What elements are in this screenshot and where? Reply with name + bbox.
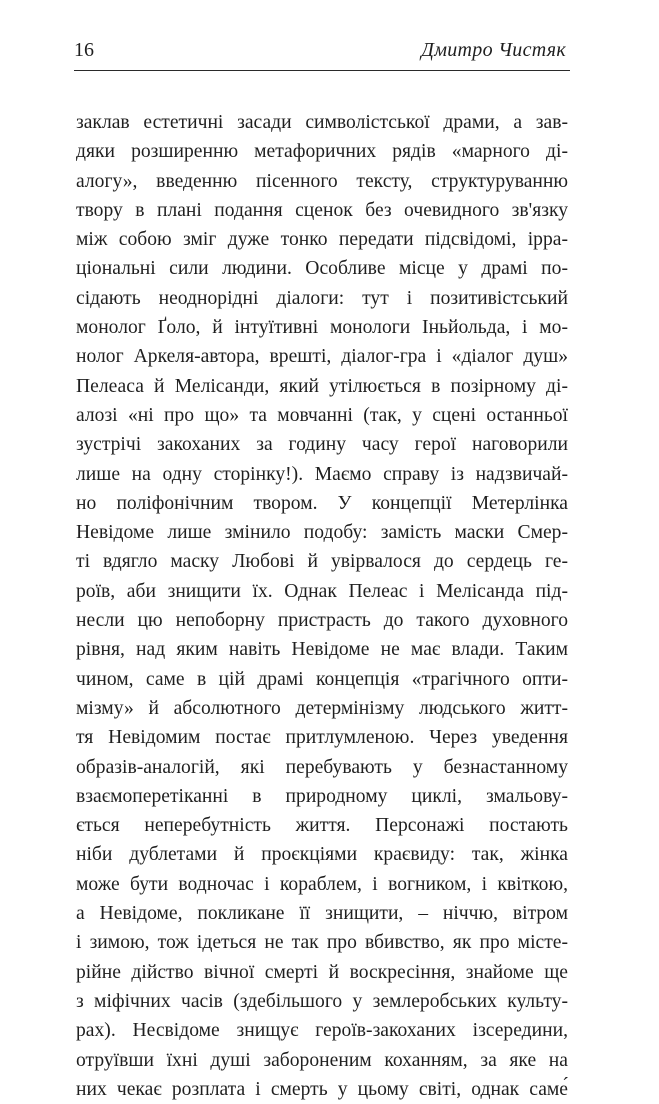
text-line: чином, саме в цій драмі концепція «трагічного опти- [76,668,568,690]
text-line: ціональні сили людини. Особливе місце у драмі по- [76,258,568,280]
text-line: ється неперебутність життя. Персонажі постають [76,815,568,837]
text-line: нолог Аркеля-автора, врешті, діалог-гра і «діалог душ» [76,346,568,368]
text-line: тя Невідомим постає притлумленою. Через уведення [76,727,568,749]
text-line: зустрічі закоханих за годину часу герої наговорили [76,434,568,456]
text-line: сідають неоднорідні діалоги: тут і позитивістський [76,287,568,309]
text-line: з міфічних часів (здебільшого у землеробських культу- [76,990,568,1012]
page-header [74,38,570,70]
page-number: 16 [74,39,94,61]
text-line: алозі «ні про що» та мовчанні (так, у сцені останньої [76,404,568,426]
text-line: і зимою, тож ідеться не так про вбивство, як про місте- [76,932,568,954]
body-text [76,108,568,1104]
text-line: мізму» й абсолютного детермінізму людського житт- [76,697,568,719]
text-line: Невідоме лише змінило подобу: замість маски Смер- [76,522,568,544]
text-line: алогу», введенню пісенного тексту, структуруванню [76,170,568,192]
text-line: них чекає розплата і смерть у цьому світі, однак саме́ [76,1078,568,1100]
text-line: твору в плані подання сценок без очевидного зв'язку [76,199,568,221]
text-line: роїв, аби знищити їх. Однак Пелеас і Мелісанда під- [76,580,568,602]
text-line: монолог Ґоло, й інтуїтивні монологи Іньйольда, і мо- [76,317,568,339]
text-line: може бути водночас і кораблем, і вогником, і квіткою, [76,873,568,895]
text-line: дяки розширенню метафоричних рядів «марного ді- [76,141,568,163]
header-divider [74,70,570,71]
text-line: рівня, над яким навіть Невідоме не має влади. Таким [76,639,568,661]
text-line: заклав естетичні засади символістської драми, а зав- [76,112,568,133]
text-line: між собою зміг дуже тонко передати підсвідомі, ірра- [76,229,568,251]
text-line: рійне дійство вічної смерті й воскресіння, знайоме ще [76,961,568,983]
text-line: ті вдягло маску Любові й увірвалося до сердець ге- [76,551,568,573]
text-line: несли цю непоборну пристрасть до такого духовного [76,610,568,632]
text-line: а Невідоме, покликане її знищити, – ніччю, вітром [76,903,568,925]
text-line: лише на одну сторінку!). Маємо справу із надзвичай- [76,463,568,485]
text-line: ніби дублетами й проєкціями краєвиду: так, жінка [76,844,568,866]
text-line: рах). Несвідоме знищує героїв-закоханих ізсередини, [76,1020,568,1042]
text-line: но поліфонічним твором. У концепції Метерлінка [76,492,568,514]
text-line: взаємоперетіканні в природному циклі, змальову- [76,785,568,807]
text-line: Пелеаса й Мелісанди, який утілюється в позірному ді- [76,375,568,397]
running-head-author: Дмитро Чистяк [421,39,566,61]
text-line: образів-аналогій, які перебувають у безнастанному [76,756,568,778]
text-line: отруївши їхні душі забороненим коханням, за яке на [76,1049,568,1071]
